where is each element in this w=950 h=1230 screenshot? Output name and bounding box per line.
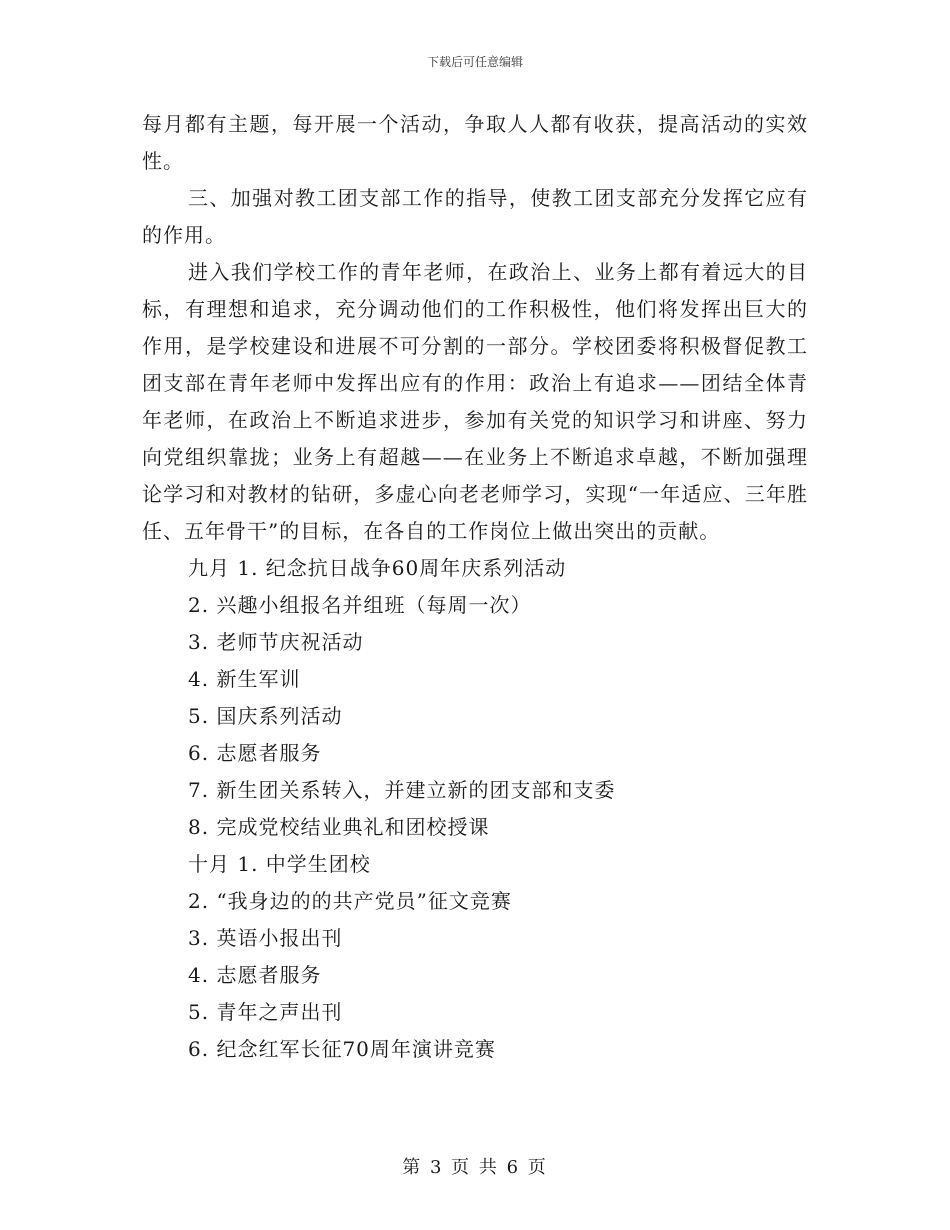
document-body — [142, 106, 808, 1068]
list-item: 7. 新生团关系转入，并建立新的团支部和支委 — [188, 778, 616, 802]
list-item: 3. 老师节庆祝活动 — [188, 630, 364, 654]
list-item: 2. 兴趣小组报名并组班（每周一次） — [188, 593, 532, 617]
page-header: 下载后可任意编辑 — [426, 55, 523, 69]
paragraph-continuation: 每月都有主题，每开展一个活动，争取人人都有收获，提高活动的实效性。 — [142, 112, 808, 173]
list-item: 3. 英语小报出刊 — [188, 926, 343, 950]
schedule-list — [142, 550, 808, 1068]
list-item: 5. 青年之声出刊 — [188, 1000, 343, 1024]
list-item: 4. 新生军训 — [188, 667, 301, 691]
section-heading-paragraph: 三、加强对教工团支部工作的指导，使教工团支部充分发挥它应有的作用。 — [142, 186, 808, 247]
page-footer: 第 3 页 共 6 页 — [402, 1157, 548, 1178]
list-item: 5. 国庆系列活动 — [188, 704, 343, 728]
list-item: 十月 1. 中学生团校 — [188, 852, 371, 876]
list-item: 2. “我身边的的共产党员”征文竞赛 — [188, 889, 512, 913]
list-item: 九月 1. 纪念抗日战争60周年庆系列活动 — [188, 556, 567, 580]
list-item: 8. 完成党校结业典礼和团校授课 — [188, 815, 490, 839]
list-item: 6. 纪念红军长征70周年演讲竞赛 — [188, 1037, 496, 1061]
list-item: 6. 志愿者服务 — [188, 741, 322, 765]
body-paragraph: 进入我们学校工作的青年老师，在政治上、业务上都有着远大的目标，有理想和追求，充分调动他们的工作积极性，他们将发挥出巨大的作用，是学校建设和进展不可分割的一部分。学校团委将积极督促教工团支部在青年老师中发挥出应有的作用：政治上有追求——团结全体青年老师，在政治上不断追求进步，参加有关党的知识学习和讲座、努力向党组织靠拢；业务上有超越——在业务上不断追求卓越，不断加强理论学习和对教材的钻研，多虚心向老老师学习，实现“一年适应、三年胜任、五年骨干”的目标，在各自的工作岗位上做出突出的贡献。 — [142, 260, 808, 543]
list-item: 4. 志愿者服务 — [188, 963, 322, 987]
